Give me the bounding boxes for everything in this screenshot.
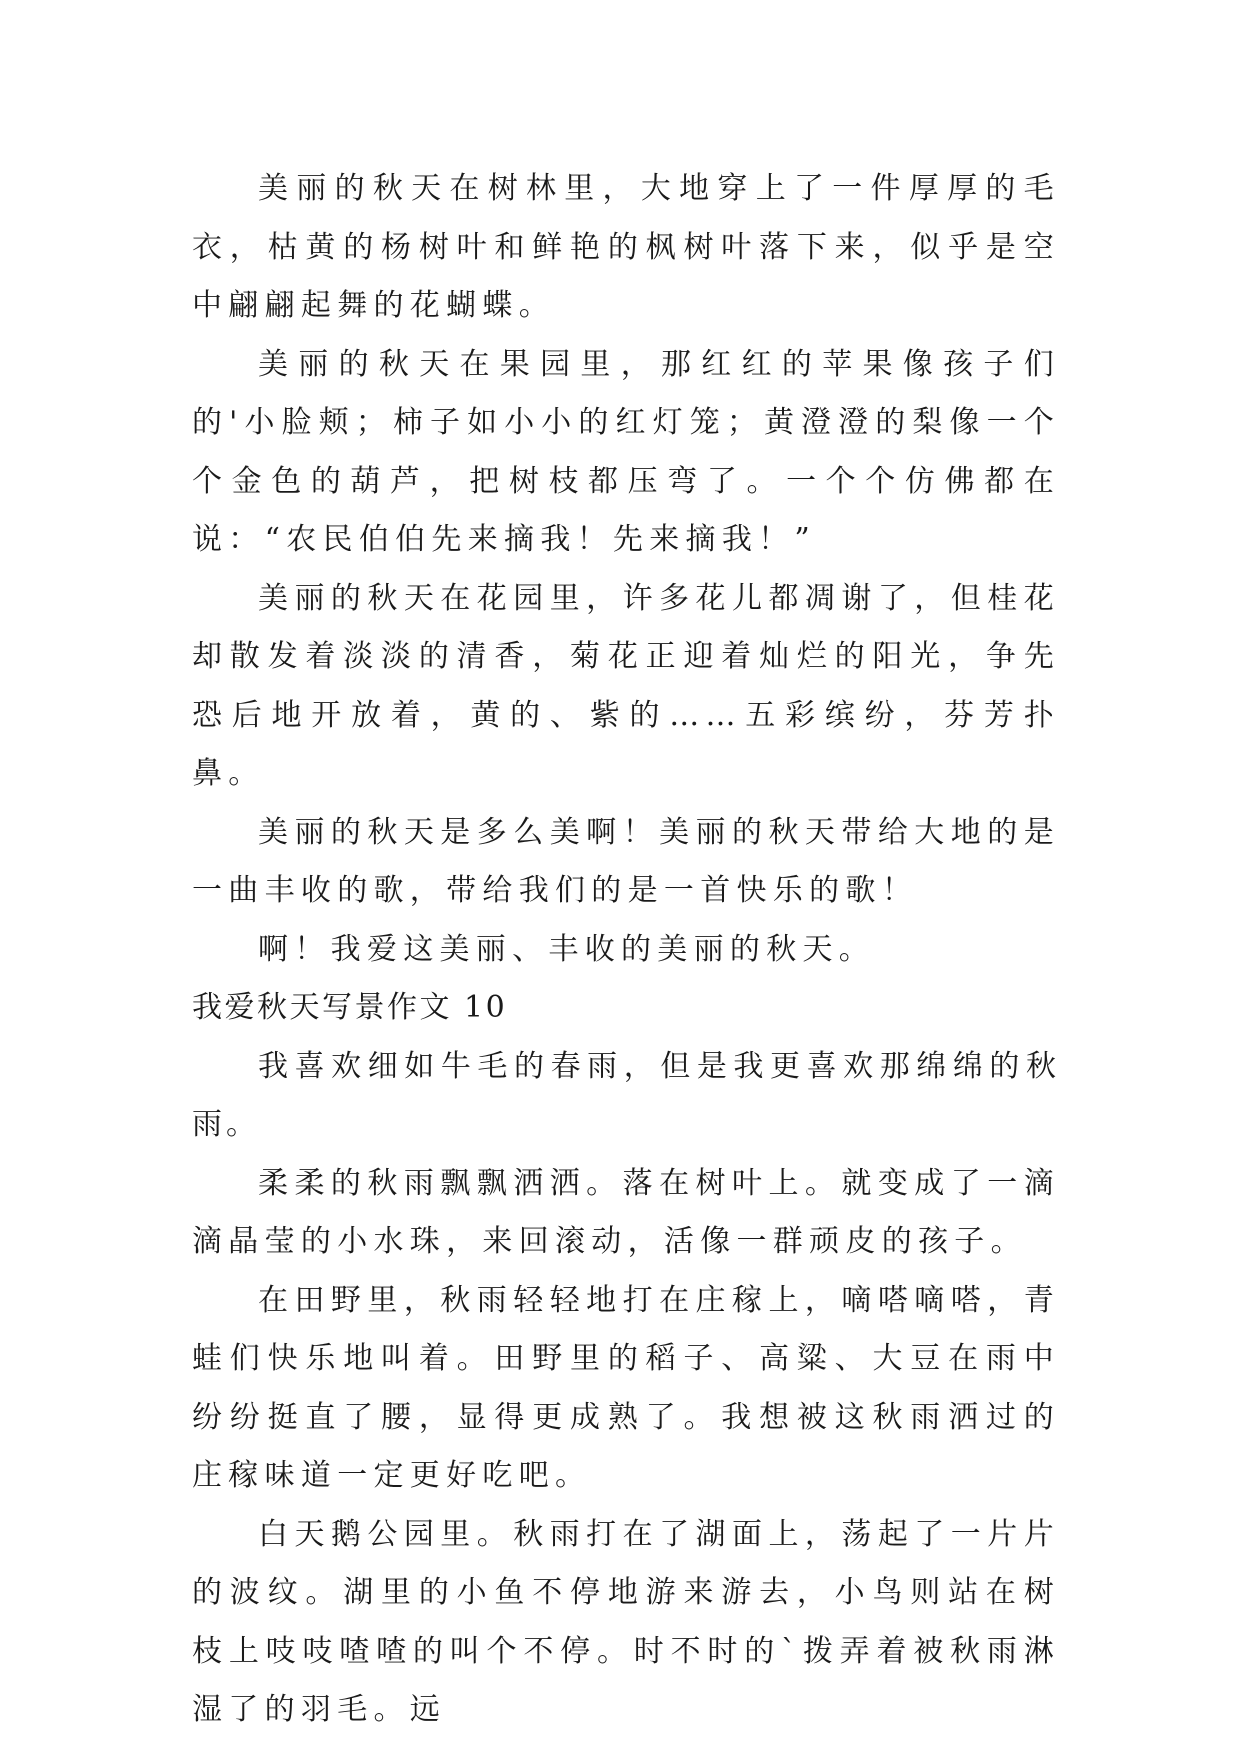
essay-heading: 我爱秋天写景作文 10 xyxy=(192,990,508,1025)
paragraph-garden: 美丽的秋天在花园里，许多花儿都凋谢了，但桂花却散发着淡淡的清香，菊花正迎着灿烂的阳光，争先恐后地开放着，黄的、紫的……五彩缤纷，芬芳扑鼻。 xyxy=(192,580,1060,791)
paragraph-rain-fields: 在田野里，秋雨轻轻地打在庄稼上，嘀嗒嘀嗒，青蛙们快乐地叫着。田野里的稻子、高粱、大豆在雨中纷纷挺直了腰，显得更成熟了。我想被这秋雨洒过的庄稼味道一定更好吃吧。 xyxy=(192,1282,1060,1493)
paragraph-orchard: 美丽的秋天在果园里，那红红的苹果像孩子们的'小脸颊；柿子如小小的红灯笼；黄澄澄的梨像一个个金色的葫芦，把树枝都压弯了。一个个仿佛都在说：“农民伯伯先来摘我！先来摘我！” xyxy=(192,346,1060,557)
document-body xyxy=(192,160,1060,1740)
paragraph-rain-leaves: 柔柔的秋雨飘飘洒洒。落在树叶上。就变成了一滴滴晶莹的小水珠，来回滚动，活像一群顽皮的孩子。 xyxy=(192,1165,1060,1259)
paragraph-swan-park: 白天鹅公园里。秋雨打在了湖面上，荡起了一片片的波纹。湖里的小鱼不停地游来游去，小鸟则站在树枝上吱吱喳喳的叫个不停。时不时的`拨弄着被秋雨淋湿了的羽毛。远 xyxy=(192,1516,1060,1727)
paragraph-love-autumn: 啊！我爱这美丽、丰收的美丽的秋天。 xyxy=(258,931,876,967)
paragraph-forest: 美丽的秋天在树林里，大地穿上了一件厚厚的毛衣，枯黄的杨树叶和鲜艳的枫树叶落下来，似乎是空中翩翩起舞的花蝴蝶。 xyxy=(192,171,1060,323)
paragraph-autumn-song: 美丽的秋天是多么美啊！美丽的秋天带给大地的是一曲丰收的歌，带给我们的是一首快乐的歌！ xyxy=(192,814,1060,908)
paragraph-rain-intro: 我喜欢细如牛毛的春雨，但是我更喜欢那绵绵的秋雨。 xyxy=(192,1048,1060,1142)
